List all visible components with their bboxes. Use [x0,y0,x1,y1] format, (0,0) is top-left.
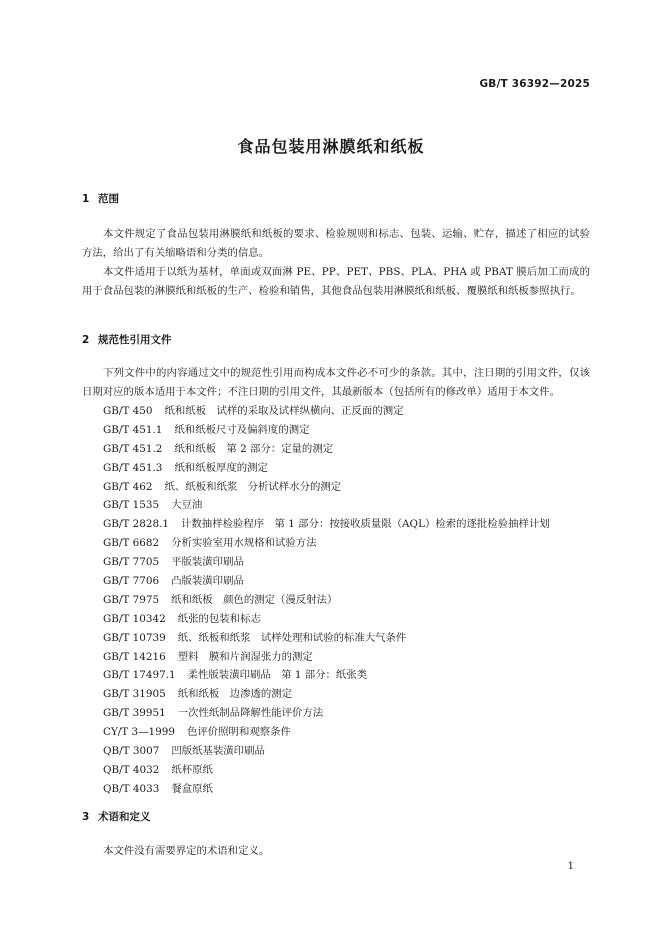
reference-item [82,591,590,610]
reference-item [82,629,590,648]
reference-title: 纸张的包装和标志 [177,612,261,625]
reference-code: GB/T 450 [103,405,153,417]
reference-code: GB/T 6682 [103,537,160,550]
reference-item [82,572,590,591]
references-body [82,364,590,799]
reference-item [82,742,590,761]
reference-title: 纸和纸板尺寸及偏斜度的测定 [174,423,310,436]
reference-title: 凸版装潢印刷品 [171,575,244,588]
reference-item [82,534,590,553]
reference-code: GB/T 7975 [103,593,160,606]
reference-code: GB/T 2828.1 [103,518,170,531]
section-terms [82,808,590,827]
section-title: 规范性引用文件 [98,334,172,346]
paragraph: 本文件规定了食品包装用淋膜纸和纸板的要求、检验规则和标志、包装、运输、贮存，描述了相应的试验方法，给出了有关缩略语和分类的信息。 [82,228,590,259]
reference-item [82,553,590,572]
reference-code: GB/T 451.1 [103,423,163,436]
reference-title: 塑料 膜和片润湿张力的测定 [177,650,313,663]
reference-code: GB/T 7706 [103,575,160,588]
reference-title: 纸和纸板 边渗透的测定 [177,688,293,701]
reference-title: 纸杯原纸 [171,763,213,776]
reference-item [82,496,590,515]
reference-code: GB/T 17497.1 [103,669,176,682]
reference-title: 色评价照明和观察条件 [187,726,291,739]
reference-code: GB/T 39951 [103,707,166,720]
section-scope [82,190,590,209]
reference-item [82,478,590,497]
reference-code: QB/T 4032 [103,763,160,776]
section-number: 2 [82,334,90,346]
reference-title: 柔性版装潢印刷品 第 1 部分：纸张类 [187,669,368,682]
reference-item [82,421,590,440]
reference-title: 纸和纸板厚度的测定 [174,461,268,474]
reference-code: GB/T 1535 [103,499,160,512]
reference-code: GB/T 10342 [103,612,166,625]
reference-code: GB/T 7705 [103,556,160,569]
reference-code: GB/T 14216 [103,650,166,663]
reference-title: 纸、纸板和纸浆 试样处理和试验的标准大气条件 [177,631,407,644]
reference-item [82,402,590,421]
reference-code: GB/T 31905 [103,688,166,701]
reference-item [82,610,590,629]
reference-title: 纸和纸板 试样的采取及试样纵横向、正反面的测定 [164,405,404,417]
reference-item [82,515,590,534]
reference-title: 计数抽样检验程序 第 1 部分：按接收质量限（AQL）检索的逐批检验抽样计划 [181,518,550,531]
reference-code: QB/T 3007 [103,745,160,758]
section-heading [82,190,590,209]
section-title: 术语和定义 [98,811,151,823]
reference-title: 纸和纸板 第 2 部分：定量的测定 [174,442,334,455]
reference-title: 餐盒原纸 [171,782,213,795]
reference-item [82,723,590,742]
reference-item [82,648,590,667]
reference-item [82,685,590,704]
scope-body [82,225,590,301]
reference-title: 分析实验室用水规格和试验方法 [171,537,317,550]
reference-code: CY/T 3—1999 [103,726,175,739]
section-heading [82,808,590,827]
document-title: 食品包装用淋膜纸和纸板 [237,137,425,156]
reference-code: GB/T 10739 [103,631,166,644]
standard-code: GB/T 36392—2025 [479,78,590,90]
reference-title: 一次性纸制品降解性能评价方法 [177,707,324,720]
reference-code: GB/T 451.3 [103,461,163,474]
section-heading [82,331,590,350]
terms-body [82,842,590,861]
reference-item [82,704,590,723]
reference-item [82,459,590,478]
reference-item [82,761,590,780]
section-number: 3 [82,811,90,823]
paragraph: 本文件适用于以纸为基材，单面或双面淋 PE、PP、PET、PBS、PLA、PHA 或 PBAT 膜后加工而成的用于食品包装的淋膜纸和纸板的生产、检验和销售，其他食品包装用淋膜纸和纸板、覆膜纸和纸板参照执行。 [82,266,590,297]
reference-title: 凹版纸基装潢印刷品 [171,745,265,758]
page-number: 1 [567,861,574,872]
section-number: 1 [82,193,90,205]
reference-code: GB/T 451.2 [103,442,163,455]
reference-title: 纸、纸板和纸浆 分析试样水分的测定 [164,480,342,493]
reference-item [82,666,590,685]
reference-list [82,402,590,799]
reference-code: QB/T 4033 [103,782,160,795]
reference-item [82,440,590,459]
reference-title: 平版装潢印刷品 [171,556,244,569]
paragraph: 本文件没有需要界定的术语和定义。 [103,845,270,857]
reference-item [82,780,590,799]
reference-title: 纸和纸板 颜色的测定（漫反射法） [171,593,338,606]
paragraph: 下列文件中的内容通过文中的规范性引用而构成本文件必不可少的条款。其中，注日期的引用文件，仅该日期对应的版本适用于本文件；不注日期的引用文件，其最新版本（包括所有的修改单）适用于本文件。 [82,367,590,398]
reference-code: GB/T 462 [103,480,153,493]
section-normative-references [82,331,590,350]
reference-title: 大豆油 [171,499,203,512]
section-title: 范围 [98,193,119,205]
